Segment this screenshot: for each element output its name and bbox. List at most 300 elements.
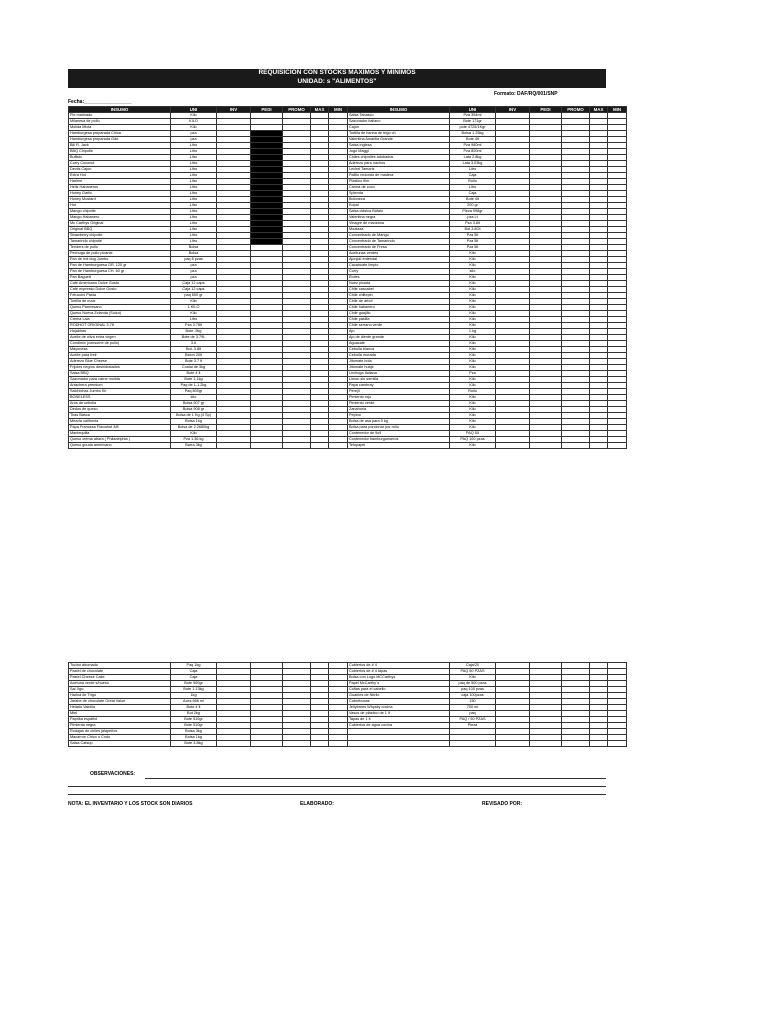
title-line-1: REQUISICIÓN CON STOCKS MAXIMOS Y MINIMOS	[258, 69, 416, 76]
item-name: Tortilla de harina de trigo ch	[348, 131, 450, 137]
item-unit: Litro	[171, 143, 217, 149]
entry-cell[interactable]	[329, 443, 348, 449]
entry-cell[interactable]	[608, 443, 627, 449]
item-name: Condimix (consome de pollo)	[69, 341, 171, 347]
item-name: Café Americano Dolce Gusto	[69, 281, 171, 287]
requisition-table-main	[68, 106, 627, 449]
item-unit: Litro	[171, 209, 217, 215]
item-name: Bolsa con Logo MCCarthys	[348, 675, 450, 681]
item-unit: Bote 4 lt	[171, 705, 217, 711]
item-name: Harina de Trigo	[69, 693, 171, 699]
item-unit: Kilo	[450, 395, 496, 401]
item-unit: pza	[171, 131, 217, 137]
item-unit: Litro	[171, 203, 217, 209]
item-unit: Litro	[171, 191, 217, 197]
item-unit: Pza	[450, 371, 496, 377]
item-unit: Bolsa	[171, 251, 217, 257]
item-name: Chile habanero	[348, 305, 450, 311]
item-name: Café expresso Dolce Gusto	[69, 287, 171, 293]
item-unit: pza Lt	[450, 215, 496, 221]
item-unit: PAQ 100 pzas	[450, 437, 496, 443]
item-unit: 200 gr	[450, 203, 496, 209]
item-unit: Bote 3.7 lt	[171, 359, 217, 365]
footer-elaborado: ELABORADO:	[300, 801, 334, 807]
item-unit: Paq de 1-1.2kg	[171, 383, 217, 389]
item-unit: Bolsa 1.25kg	[450, 131, 496, 137]
item-unit: Bote de 3.79L	[171, 335, 217, 341]
item-name: Vinagre de manzana	[348, 221, 450, 227]
table-row	[69, 443, 627, 449]
item-name: Salsa Catsup	[69, 741, 171, 747]
item-name: Queso gouda americano	[69, 443, 171, 449]
item-unit: Kilo	[450, 251, 496, 257]
item-unit: Litro	[171, 215, 217, 221]
item-unit: Barra 3kg	[171, 443, 217, 449]
entry-cell[interactable]	[283, 741, 311, 747]
item-unit: Kilo	[450, 419, 496, 425]
item-name: Guantes de Nitrilo	[348, 693, 450, 699]
item-name: Bolsa de asa para 5 kg	[348, 419, 450, 425]
item-name: Hot	[69, 203, 171, 209]
column-header: MAX	[311, 107, 329, 113]
item-unit: Kilo	[450, 263, 496, 269]
item-name: Macarron Chico o Codo	[69, 735, 171, 741]
item-name: Chile pasilla	[348, 317, 450, 323]
item-name: Extra Hot	[69, 173, 171, 179]
item-name: RODHOT ORIGINAL 3.78	[69, 323, 171, 329]
item-name: Chile de árbol	[348, 299, 450, 305]
item-name: Jarabe de chocolate Great Value	[69, 699, 171, 705]
item-name: Cebolla morada	[348, 353, 450, 359]
item-name: Jugo Maggi	[348, 149, 450, 155]
item-name: Concentrado de Fresa	[348, 245, 450, 251]
item-unit: Kilo	[450, 353, 496, 359]
item-name: Salsa inglesa	[348, 143, 450, 149]
item-name: BBQ Chipotle	[69, 149, 171, 155]
item-unit: pza	[171, 275, 217, 281]
item-name: Palillo redondo de madera	[348, 173, 450, 179]
entry-cell[interactable]	[217, 741, 251, 747]
item-name: Jitomate bola	[348, 359, 450, 365]
item-name: Rodajas de chiles jalapeños	[69, 729, 171, 735]
item-name: Aceitunas verdes	[348, 251, 450, 257]
entry-cell[interactable]	[329, 741, 348, 747]
item-unit: Litro	[450, 185, 496, 191]
item-unit: Costal de 3kg	[171, 365, 217, 371]
item-unit: Kilo	[450, 413, 496, 419]
item-name: Fetuccini Pasta	[69, 293, 171, 299]
column-header: INV	[217, 107, 251, 113]
item-name: Sazonador para carne molida	[69, 377, 171, 383]
item-name: Pechuga de pollo picante	[69, 251, 171, 257]
column-header: PEDI	[251, 107, 283, 113]
item-name: Aros de cebolla	[69, 401, 171, 407]
item-name: Mezcla california	[69, 419, 171, 425]
item-unit: Litro	[171, 317, 217, 323]
item-unit: kilo	[171, 395, 217, 401]
item-unit: Kilo	[450, 281, 496, 287]
footer-note: NOTA: EL INVENTARIO Y LOS STOCK SON DIARIOS	[68, 801, 193, 807]
item-name: Salsa BBQ	[69, 371, 171, 377]
item-unit: Bolsa 3kg	[171, 729, 217, 735]
item-name: Hojaldras	[69, 329, 171, 335]
item-unit: paq de 500 pzas	[450, 681, 496, 687]
item-name: Valentina negra	[348, 215, 450, 221]
item-name: Queso Nueva Zelanda (Suizo)	[69, 311, 171, 317]
item-unit: Kilo	[450, 365, 496, 371]
entry-cell[interactable]	[530, 741, 562, 747]
item-name: Hamburgesa preparada Chica	[69, 131, 171, 137]
item-name: Sal Jigo	[69, 687, 171, 693]
item-name: Tamarindo chipotle	[69, 239, 171, 245]
item-unit: pza	[171, 137, 217, 143]
item-name: Cebolla blanca	[348, 347, 450, 353]
item-name: Miel	[69, 711, 171, 717]
item-name: Vasos de plástico de 1 lt	[348, 711, 450, 717]
item-unit: Litro	[171, 161, 217, 167]
item-name: Pastel de chocolate	[69, 669, 171, 675]
item-name: Jellybrees Whysky cocina	[348, 705, 450, 711]
item-name: Queso crema abara ( Philadelphia )	[69, 437, 171, 443]
item-unit: Paq 800gr	[171, 389, 217, 395]
item-unit: Litro	[171, 179, 217, 185]
entry-cell[interactable]	[608, 741, 627, 747]
item-unit: Lata 3.03kg	[450, 161, 496, 167]
item-name: Devils Cajun	[69, 167, 171, 173]
item-name: Pepino	[348, 413, 450, 419]
item-unit: Litro	[171, 197, 217, 203]
item-name: Contenedor de 9x9	[348, 431, 450, 437]
item-unit: Litro	[171, 185, 217, 191]
item-name: Buffalo	[69, 155, 171, 161]
item-name: Aderezo Blue Cheese	[69, 359, 171, 365]
item-unit: Pza 3.78lt	[171, 323, 217, 329]
column-header: PEDI	[530, 107, 562, 113]
column-header: UNI	[450, 107, 496, 113]
item-name: Splenda	[348, 191, 450, 197]
column-header: INSUMO	[69, 107, 171, 113]
item-unit: Bote 4 lt	[171, 371, 217, 377]
entry-cell[interactable]	[590, 741, 608, 747]
item-name: Chile chiltepin	[348, 293, 450, 299]
item-name: Dedos de queso	[69, 407, 171, 413]
item-name: Mango chipotle	[69, 209, 171, 215]
item-unit: Bot. 3.8lt	[171, 347, 217, 353]
item-unit: Kilo	[171, 299, 217, 305]
item-name: Aguacate	[348, 341, 450, 347]
observations-line	[68, 794, 606, 795]
item-unit: 1 KILO	[171, 305, 217, 311]
item-unit: pza	[171, 269, 217, 275]
item-name: Acetuna verde s/hueso	[69, 681, 171, 687]
item-unit: Kilo	[450, 443, 496, 449]
item-name: Milanesa de pollo	[69, 119, 171, 125]
column-header: INSUMO	[348, 107, 450, 113]
item-unit: Kilo	[450, 323, 496, 329]
item-name: Pie marinado	[69, 113, 171, 119]
item-name: Molida Mixta	[69, 125, 171, 131]
item-unit: Litro	[171, 155, 217, 161]
item-name: Original BBQ	[69, 227, 171, 233]
item-unit: Caja 12 caps	[171, 281, 217, 287]
item-unit: Litro	[171, 227, 217, 233]
item-name: Curry	[348, 269, 450, 275]
column-header: MIN	[608, 107, 627, 113]
item-unit: paq	[450, 711, 496, 717]
item-name: Tenders de pollo	[69, 245, 171, 251]
item-name: Honey Garlic	[69, 191, 171, 197]
item-name: Mc Carthys Original	[69, 221, 171, 227]
item-name	[348, 741, 450, 747]
item-name: Salchichas Jumbo Kir	[69, 389, 171, 395]
item-unit: Bote .9kg	[171, 329, 217, 335]
item-name: Arrachera premium	[69, 383, 171, 389]
item-unit: Aces 666 ml	[171, 699, 217, 705]
item-name: Strawberry chipotle	[69, 233, 171, 239]
requisition-table-secondary	[68, 662, 627, 747]
item-name: Papel McCarthy´s	[348, 681, 450, 687]
entry-cell[interactable]	[562, 741, 590, 747]
entry-cell[interactable]	[283, 443, 311, 449]
item-name: Ajo de diente grande	[348, 335, 450, 341]
item-name: Limon sin semilla	[348, 377, 450, 383]
item-unit: Kilo	[171, 125, 217, 131]
item-name: Frijoles negros deshidratados	[69, 365, 171, 371]
entry-cell[interactable]	[496, 741, 530, 747]
item-name: Pan de hot dog Jumbo	[69, 257, 171, 263]
footer-revisado: REVISADO POR:	[482, 801, 523, 807]
item-name: Pan de Hamburguesa GR. 120 gr	[69, 263, 171, 269]
item-unit: Caja	[450, 191, 496, 197]
item-unit: 1 kg	[450, 329, 496, 335]
entry-cell[interactable]	[530, 443, 562, 449]
item-name: Queso Parmesano	[69, 305, 171, 311]
item-unit: Pieza 998gr	[450, 209, 496, 215]
item-name: Tapas de 1 lt	[348, 717, 450, 723]
item-unit: PAQ 50	[450, 431, 496, 437]
item-name: Aceite de oliva extra virgen	[69, 335, 171, 341]
item-name: Valentina Amarilla Grande	[348, 137, 450, 143]
item-unit: Bolsa de 1 Kg (4 Sp)	[171, 413, 217, 419]
item-unit	[450, 741, 496, 747]
item-unit: Paq 1kg	[171, 663, 217, 669]
item-name: Hells Habaneros	[69, 185, 171, 191]
item-unit: Litro	[171, 173, 217, 179]
item-unit: Caja	[171, 669, 217, 675]
observations-line	[145, 778, 606, 779]
date-field-label: Fecha:_________________	[68, 99, 132, 105]
item-name: Tocino ahumado	[69, 663, 171, 669]
item-name: Papa Francesa Flavortwt 3/8	[69, 425, 171, 431]
item-unit: Bote 3.8kg	[171, 741, 217, 747]
item-name: Kopal	[348, 203, 450, 209]
column-header: PROMO	[283, 107, 311, 113]
item-name: Lechel Tamariz	[348, 167, 450, 173]
item-name: Zanahoria	[348, 407, 450, 413]
observations-label: OBSERVACIONES:	[90, 771, 136, 777]
entry-cell[interactable]	[562, 443, 590, 449]
item-unit: Pza 354ml	[450, 113, 496, 119]
item-name: Crema Lala	[69, 317, 171, 323]
item-unit: Bote 4lt	[450, 197, 496, 203]
item-unit: Bolsa 908 gr	[171, 407, 217, 413]
item-name: Sazonador italiano	[348, 119, 450, 125]
item-name: Pan de Hamburguesa CH. 60 gr	[69, 269, 171, 275]
item-unit: Bolsa 1kg	[171, 419, 217, 425]
item-name: Elotes	[348, 275, 450, 281]
item-unit: Pza 3.8lt	[450, 221, 496, 227]
item-name: Mango Habanero	[69, 215, 171, 221]
item-name: Cubiertos de agua cocina	[348, 723, 450, 729]
item-unit: 1kg	[171, 693, 217, 699]
item-unit: Pza 800ml	[450, 149, 496, 155]
item-unit: KILO	[171, 119, 217, 125]
item-unit: Rollo	[450, 179, 496, 185]
item-unit: Caja	[171, 675, 217, 681]
item-name: Pan Baguett	[69, 275, 171, 281]
item-unit: Kilo	[450, 407, 496, 413]
item-name: Helado Vainilla	[69, 705, 171, 711]
item-unit: Pza 5lt	[450, 233, 496, 239]
item-name: Plastico film	[348, 179, 450, 185]
item-unit: Kilo	[450, 359, 496, 365]
item-name: Aceite para freir	[69, 353, 171, 359]
item-unit: Kilo	[171, 311, 217, 317]
item-name: Salsa clásica Búfalo	[348, 209, 450, 215]
item-unit: Caja/20	[450, 663, 496, 669]
item-unit: Bolsa de 2.2680kg	[171, 425, 217, 431]
entry-cell[interactable]	[590, 443, 608, 449]
item-name: Cacahuate limpio	[348, 263, 450, 269]
item-name: Paprika español	[69, 717, 171, 723]
item-unit: 3.6	[171, 341, 217, 347]
item-name: Honey Mustard	[69, 197, 171, 203]
item-unit: Bote 1.1kg	[171, 377, 217, 383]
item-unit: Kilo	[450, 383, 496, 389]
item-unit: Kilo	[450, 401, 496, 407]
item-unit: pza	[171, 263, 217, 269]
entry-cell[interactable]	[311, 443, 329, 449]
item-unit: Kilo	[450, 317, 496, 323]
entry-cell[interactable]	[496, 443, 530, 449]
entry-cell[interactable]	[251, 443, 283, 449]
item-name: Salsa Tabasco	[348, 113, 450, 119]
item-name: Perejil	[348, 389, 450, 395]
column-header: UNI	[171, 107, 217, 113]
column-header: INV	[496, 107, 530, 113]
item-unit: Kilo	[450, 311, 496, 317]
item-unit: Kilo	[450, 299, 496, 305]
item-unit: paq 8 pzas	[171, 257, 217, 263]
item-unit: Caja	[450, 173, 496, 179]
item-name: Chiles chipotles adobados	[348, 155, 450, 161]
item-name: Crema de coco	[348, 185, 450, 191]
entry-cell[interactable]	[251, 741, 283, 747]
item-name: Hamburgesa preparada Gde.	[69, 137, 171, 143]
item-name: Concentrado de Mango	[348, 233, 450, 239]
item-unit: Kilo	[450, 257, 496, 263]
item-unit: Rollo	[450, 389, 496, 395]
item-unit: Kilo	[171, 431, 217, 437]
title-line-2: UNIDAD: s "ALIMENTOS"	[297, 77, 377, 85]
item-unit: PAQ / 50 PZAS	[450, 717, 496, 723]
entry-cell[interactable]	[217, 443, 251, 449]
column-header: MAX	[590, 107, 608, 113]
item-name: Lechuga Italiana	[348, 371, 450, 377]
item-name: Bill R. Jack	[69, 143, 171, 149]
item-name: Mantequilla	[69, 431, 171, 437]
item-unit: Bot 3.8Ot	[450, 227, 496, 233]
item-unit: Lata 2.8kg	[450, 155, 496, 161]
item-name: Cubrebocas	[348, 699, 450, 705]
item-unit: Litro	[171, 239, 217, 245]
item-name: Curry Coconut	[69, 161, 171, 167]
table-row	[69, 741, 627, 747]
item-unit: Kilo	[450, 305, 496, 311]
item-unit: Litro	[171, 149, 217, 155]
item-unit: Pza 1.36 kg	[171, 437, 217, 443]
item-name: Moztaza	[348, 227, 450, 233]
item-unit: kilo	[450, 269, 496, 275]
item-unit: Litro	[450, 167, 496, 173]
item-unit: 150	[450, 699, 496, 705]
item-unit: paq 100 pzas	[450, 687, 496, 693]
item-unit: Pza 5lt	[450, 245, 496, 251]
item-unit: Kilo	[171, 113, 217, 119]
item-unit: Kilo	[450, 675, 496, 681]
item-unit: paq 500 gr	[171, 293, 217, 299]
item-unit: 700 ml	[450, 705, 496, 711]
item-unit: Bidon 20lt	[171, 353, 217, 359]
entry-cell[interactable]	[311, 741, 329, 747]
item-name: Ajonjolí entendal	[348, 257, 450, 263]
item-name: Bolsa para porcionar por rollo	[348, 425, 450, 431]
item-name: Cajún	[348, 125, 450, 131]
item-unit: Litro	[171, 167, 217, 173]
item-unit: Kilo	[450, 293, 496, 299]
item-name: Nuez picada	[348, 281, 450, 287]
item-unit: Litro	[171, 221, 217, 227]
item-name: Concentrado de Tamarindo	[348, 239, 450, 245]
item-name: BONELESS	[69, 395, 171, 401]
item-name: Tiras Basca	[69, 413, 171, 419]
item-name: Jitomate huaje	[348, 365, 450, 371]
item-unit: Pza 5lt	[450, 239, 496, 245]
item-name: Tortilla de maíz	[69, 299, 171, 305]
item-unit: Pieza	[450, 723, 496, 729]
item-name: Pimiento rojo	[348, 395, 450, 401]
item-name: Telopapel	[348, 443, 450, 449]
item-name: Harlem	[69, 179, 171, 185]
item-unit: Bote 900gr	[171, 681, 217, 687]
item-unit: Bolsa	[171, 245, 217, 251]
item-unit: Pza 980ml	[450, 143, 496, 149]
item-name: Boloneza	[348, 197, 450, 203]
item-name: Cubiertos de # 4	[348, 663, 450, 669]
item-unit: Kilo	[450, 377, 496, 383]
item-unit: pote 4725/1Kgr	[450, 125, 496, 131]
item-name: Chile guajillo	[348, 311, 450, 317]
item-name: Cubiertos de # 4 tapas	[348, 669, 450, 675]
item-unit: Bot 2kg	[171, 711, 217, 717]
column-header: PROMO	[562, 107, 590, 113]
item-unit: Kilo	[450, 275, 496, 281]
item-name: Ajo	[348, 329, 450, 335]
format-code: Formato: DAF/RQ/001/SNP	[494, 91, 558, 97]
item-unit: PAQ 50 PZAS	[450, 669, 496, 675]
item-unit: Litro	[171, 233, 217, 239]
item-name: Chile serrano verde	[348, 323, 450, 329]
